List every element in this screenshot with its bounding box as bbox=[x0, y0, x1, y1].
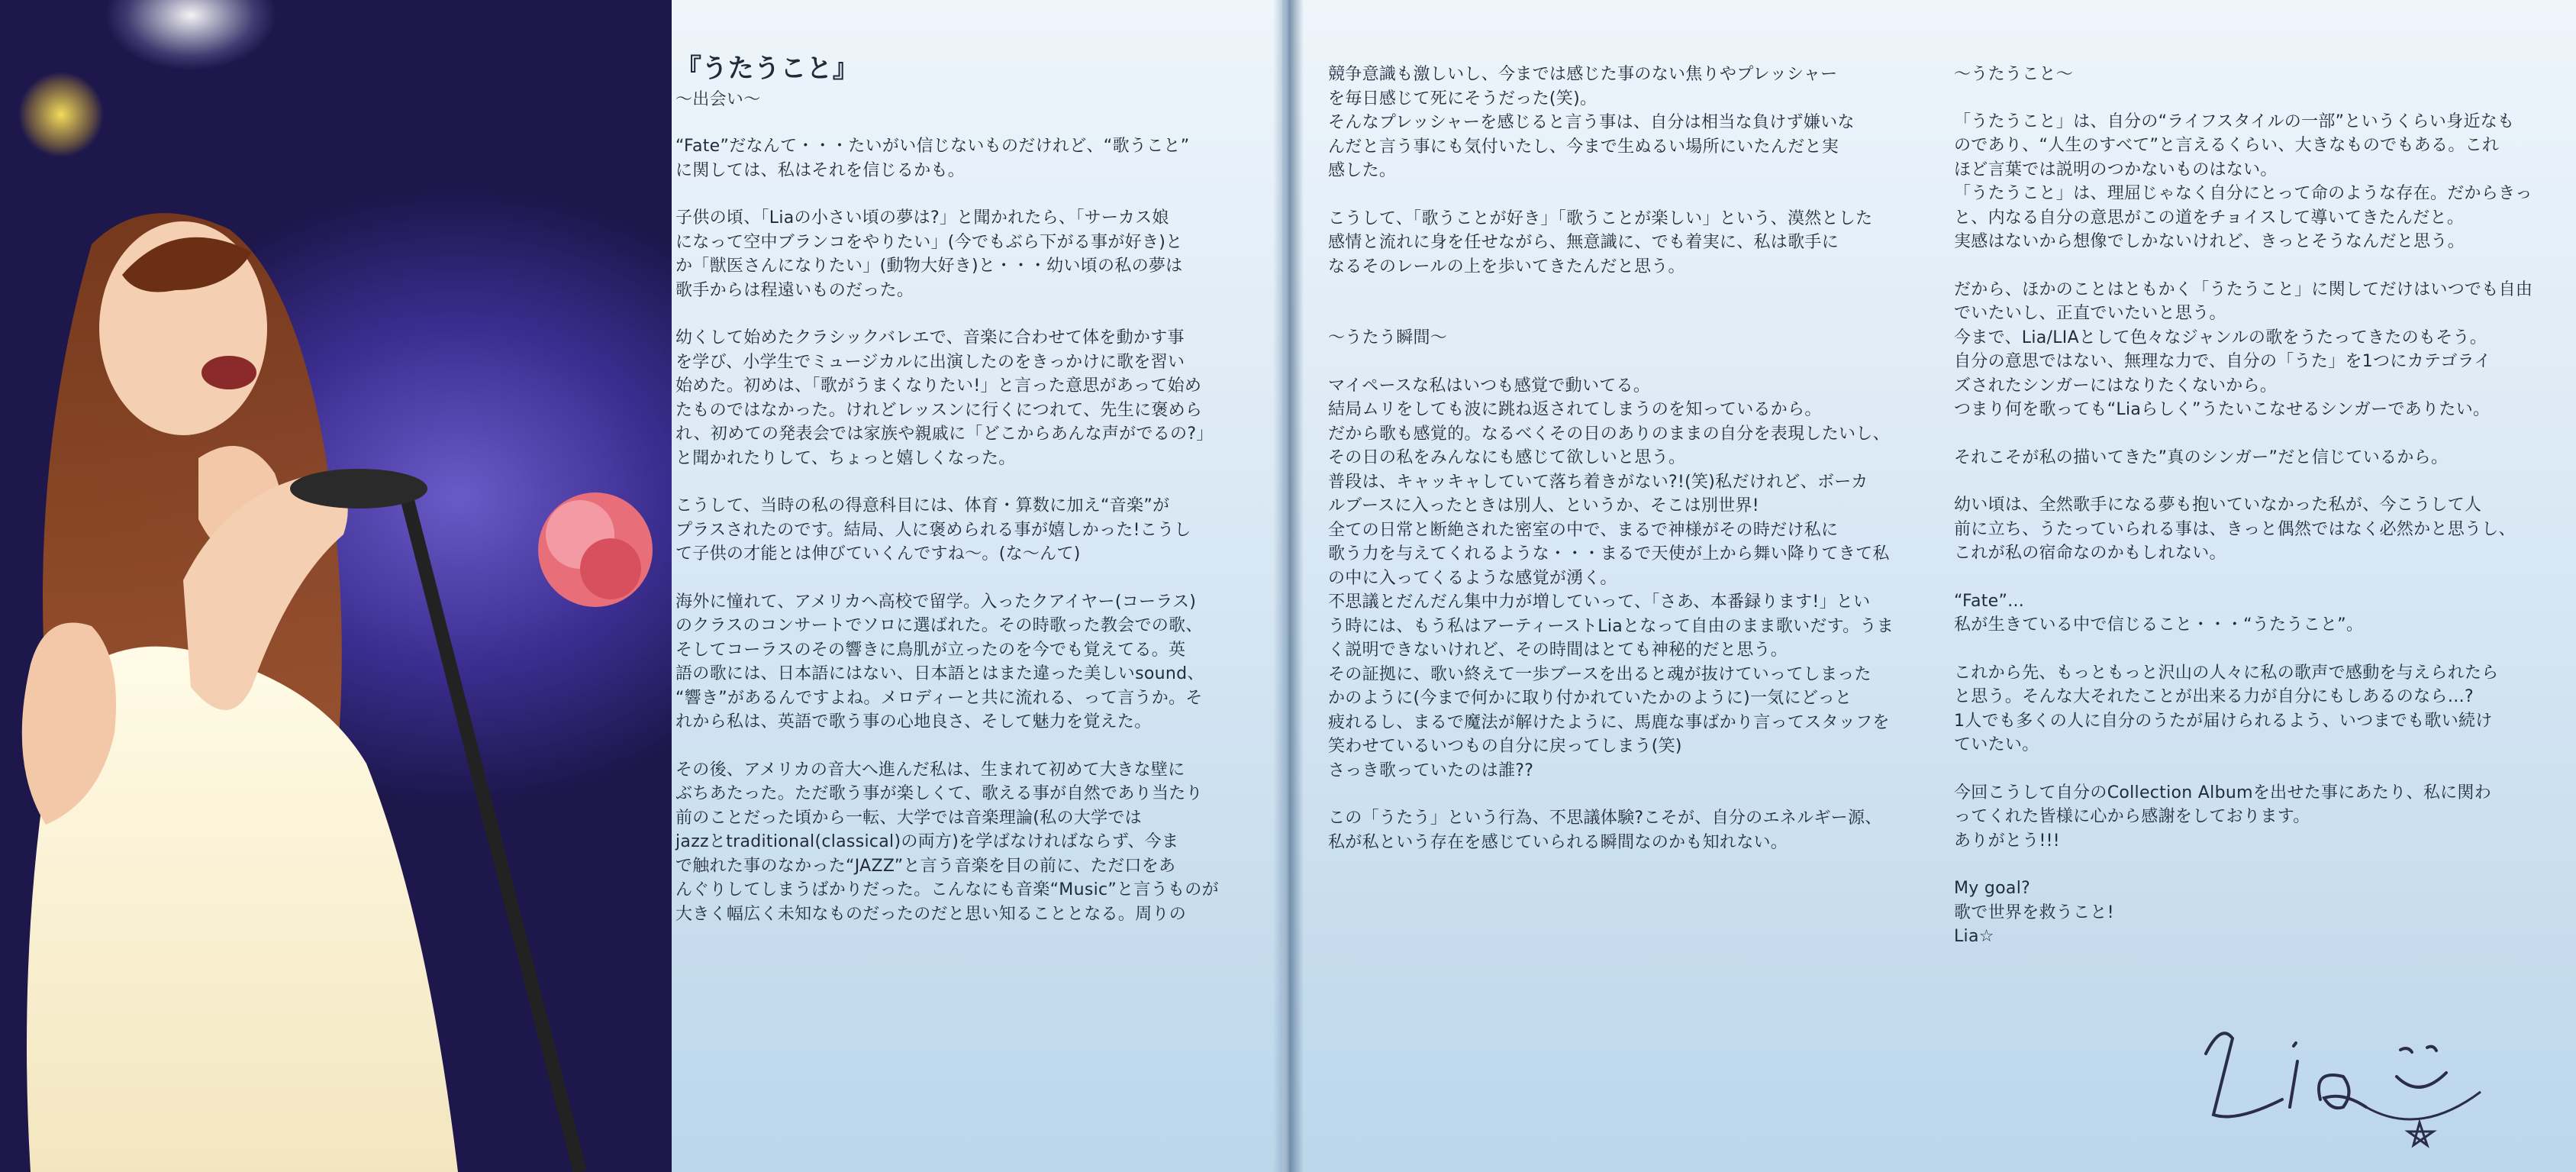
text-line: これが私の宿命なのかもしれない。 bbox=[1954, 544, 2226, 563]
right-text-column bbox=[1954, 63, 2533, 973]
text-line: う時には、もう私はアーティーストLiaとなって自由のまま歌いだす。うま bbox=[1328, 616, 1894, 636]
paragraph bbox=[1954, 278, 2533, 422]
text-line: ていたい。 bbox=[1954, 735, 2039, 754]
text-line: 語の歌には、日本語にはない、日本語とはまた違った美しいsound、 bbox=[675, 664, 1204, 683]
text-line: と、内なる自分の意思がこの道をチョイスして導いてきたんだと。 bbox=[1954, 208, 2465, 228]
text-line: ってくれた皆様に心から感謝をしております。 bbox=[1954, 807, 2310, 826]
text-line: 「うたうこと」は、自分の“ライフスタイルの一部”というくらい身近なも bbox=[1954, 111, 2515, 131]
paragraph bbox=[1328, 207, 1885, 279]
singer-illustration bbox=[0, 0, 672, 1172]
section-subtitle: 〜出会い〜 bbox=[675, 89, 761, 109]
text-line: こうして、当時の私の得意科目には、体育・算数に加え“音楽”が bbox=[675, 496, 1170, 515]
text-line: 不思議とだんだん集中力が増していって、「さあ、本番録ります!」とい bbox=[1328, 592, 1871, 612]
text-line: 感した。 bbox=[1328, 161, 1397, 180]
text-line: 全ての日常と断絶された密室の中で、まるで神様がその時だけ私に bbox=[1328, 520, 1839, 540]
text-line: jazzとtraditional(classical)の両方)を学ばなければならず、今ま bbox=[675, 832, 1179, 851]
text-line: Lia☆ bbox=[1954, 927, 1994, 946]
text-line: 今回こうして自分のCollection Albumを出せた事にあたり、私に関わ bbox=[1954, 783, 2492, 802]
text-line: 大きく幅広く未知なものだったのだと思い知ることとなる。周りの bbox=[675, 904, 1187, 924]
text-line: ありがとう!!! bbox=[1954, 831, 2060, 851]
text-line: かのように(今まで何かに取り付かれていたかのように)一気にどっと bbox=[1328, 689, 1852, 708]
paragraph bbox=[1954, 589, 2526, 638]
flower-corsage bbox=[538, 492, 653, 607]
text-line: れ、初めての発表会では家族や親戚に「どこからあんな声がでるの?」 bbox=[675, 425, 1214, 444]
text-line: と聞かれたりして、ちょっと嬉しくなった。 bbox=[675, 448, 1016, 468]
left-text-column bbox=[675, 53, 1263, 950]
text-line: れから私は、英語で歌う事の心地良さ、そして魅力を覚えた。 bbox=[675, 712, 1152, 731]
paragraph bbox=[675, 758, 1263, 927]
text-line: のクラスのコンサートでソロに選ばれた。その時歌った教会での歌、 bbox=[675, 616, 1203, 635]
text-line: こうして、「歌うことが好き」「歌うことが楽しい」という、漠然とした bbox=[1328, 208, 1873, 228]
text-line: の中に入ってくるような感覚が湧く。 bbox=[1328, 568, 1617, 588]
text-line: か「獣医さんになりたい」(動物大好き)と・・・幼い頃の私の夢は bbox=[675, 257, 1183, 276]
text-line: を学び、小学生でミュージカルに出演したのをきっかけに歌を習い bbox=[675, 352, 1185, 372]
text-line: ぶちあたった。ただ歌う事が楽しくて、歌える事が自然であり当たり bbox=[675, 784, 1203, 803]
text-line: プラスされたのです。結局、人に褒められる事が嬉しかった!こうし bbox=[675, 520, 1191, 540]
text-line: ルブースに入ったときは別人、というか、そこは別世界! bbox=[1328, 496, 1759, 515]
text-line: 今まで、Lia/LIAとして色々なジャンルの歌をうたってきたのもそう。 bbox=[1954, 328, 2487, 347]
text-line: になって空中ブランコをやりたい」(今でもぶら下がる事が好き)と bbox=[675, 232, 1183, 252]
text-line: んだと言う事にも気付いたし、今まで生ぬるい場所にいたんだと実 bbox=[1328, 137, 1839, 157]
text-line: く説明できないけれど、その時間はとても神秘的だと思う。 bbox=[1328, 641, 1788, 660]
text-line: て子供の才能とは伸びていくんですね〜。(な〜んて) bbox=[675, 544, 1081, 563]
text-line: 結局ムリをしても波に跳ね返されてしまうのを知っているから。 bbox=[1328, 400, 1822, 419]
text-line: 感情と流れに身を任せながら、無意識に、でも着実に、私は歌手に bbox=[1328, 233, 1839, 252]
book-spine bbox=[1273, 0, 1304, 1172]
signature-drawing bbox=[2191, 1008, 2496, 1161]
text-line: そしてコーラスのその響きに鳥肌が立ったのを今でも覚えてる。英 bbox=[675, 640, 1186, 660]
text-line: ほど言葉では説明のつかないものはない。 bbox=[1954, 160, 2278, 179]
paragraph bbox=[1954, 781, 2526, 854]
left-paragraphs bbox=[675, 134, 1263, 926]
text-line: My goal? bbox=[1954, 879, 2031, 898]
text-line: たものではなかった。けれどレッスンに行くにつれて、先生に褒めら bbox=[675, 400, 1203, 420]
text-line: ズされたシンガーにはなりたくないから。 bbox=[1954, 376, 2278, 396]
middle-paragraphs bbox=[1328, 63, 1885, 279]
paragraph bbox=[675, 134, 1263, 182]
paragraph bbox=[1954, 493, 2526, 566]
right-paragraphs bbox=[1954, 110, 2533, 949]
section-subtitle-2: 〜うたう瞬間〜 bbox=[1328, 328, 1448, 347]
text-line: “響き”があるんですよね。メロディーと共に流れる、って言うか。そ bbox=[675, 688, 1203, 708]
text-line: 歌手からは程遠いものだった。 bbox=[675, 280, 914, 300]
text-line: だから、ほかのことはともかく「うたうこと」に関してだけはいつでも自由 bbox=[1954, 279, 2533, 299]
text-line: を毎日感じて死にそうだった(笑)。 bbox=[1328, 89, 1598, 108]
text-line: 歌で世界を救うこと! bbox=[1954, 902, 2114, 922]
text-line: んぐりしてしまうばかりだった。こんなにも音楽“Music”と言うものが bbox=[675, 880, 1219, 899]
text-line: この「うたう」という行為、不思議体験?こそが、自分のエネルギー源、 bbox=[1328, 809, 1882, 828]
text-line: マイペースな私はいつも感覚で動いてる。 bbox=[1328, 376, 1651, 396]
text-line: と思う。そんな大それたことが出来る力が自分にもしあるのなら…? bbox=[1954, 687, 2474, 706]
text-line: 私が生きている中で信じること・・・“うたうこと”。 bbox=[1954, 615, 2364, 634]
text-line: なるそのレールの上を歩いてきたんだと思う。 bbox=[1328, 257, 1685, 276]
text-line: 競争意識も激しいし、今までは感じた事のない焦りやプレッシャー bbox=[1328, 65, 1838, 84]
text-line: 歌う力を与えてくれるような・・・まるで天使が上から舞い降りてきて私 bbox=[1328, 544, 1890, 563]
paragraph bbox=[675, 494, 1263, 567]
text-line: 1人でも多くの人に自分のうたが届けられるよう、いつまでも歌い続け bbox=[1954, 711, 2493, 731]
text-line: のであり、“人生のすべて”と言えるくらい、大きなものでもある。これ bbox=[1954, 136, 2500, 155]
middle-paragraphs-2 bbox=[1328, 374, 1894, 855]
text-line: そんなプレッシャーを感じると言う事は、自分は相当な負けず嫌いな bbox=[1328, 113, 1855, 132]
text-line: その証拠に、歌い終えて一歩ブースを出ると魂が抜けていってしまった bbox=[1328, 664, 1872, 684]
text-line: 自分の意思ではない、無理な力で、自分の「うた」を1つにカテゴライ bbox=[1954, 352, 2491, 371]
text-line: 前に立ち、うたっていられる事は、きっと偶然ではなく必然かと思うし、 bbox=[1954, 519, 2516, 539]
paragraph bbox=[675, 326, 1263, 470]
text-line: に関しては、私はそれを信じるかも。 bbox=[675, 160, 966, 180]
text-line: その日の私をみんなにも感じて欲しいと思う。 bbox=[1328, 448, 1686, 467]
text-line: “Fate”だなんて・・・たいがい信じないものだけれど、“歌うこと” bbox=[675, 137, 1190, 156]
text-line: “Fate”... bbox=[1954, 591, 2025, 611]
text-line: 疲れるし、まるで魔法が解けたように、馬鹿な事ばかり言ってスタッフを bbox=[1328, 712, 1890, 732]
text-line: だから歌も感覚的。なるべくその日のありのままの自分を表現したいし、 bbox=[1328, 424, 1890, 444]
text-line: で触れた事のなかった“JAZZ”と言う音楽を目の前に、ただ口をあ bbox=[675, 856, 1176, 876]
text-line: でいたいし、正直でいたいと思う。 bbox=[1954, 304, 2226, 323]
text-line: 実感はないから想像でしかないけれど、きっとそうなんだと思う。 bbox=[1954, 232, 2465, 251]
text-line: 私が私という存在を感じていられる瞬間なのかも知れない。 bbox=[1328, 832, 1788, 852]
text-line: 幼い頃は、全然歌手になる夢も抱いていなかった私が、今こうして人 bbox=[1954, 496, 2482, 515]
text-line: その後、アメリカの音大へ進んだ私は、生まれて初めて大きな壁に bbox=[675, 760, 1185, 780]
paragraph bbox=[1954, 877, 2526, 949]
paragraph bbox=[1954, 446, 2526, 470]
text-line: 海外に憧れて、アメリカへ高校で留学。入ったクアイヤー(コーラス) bbox=[675, 592, 1197, 612]
essay-title: 『うたうこと』 bbox=[675, 53, 859, 84]
text-line: これから先、もっともっと沢山の人々に私の歌声で感動を与えられたら bbox=[1954, 663, 2499, 683]
paragraph bbox=[1328, 63, 1885, 183]
section-subtitle-3: 〜うたうこと〜 bbox=[1954, 65, 2074, 84]
text-line: 始めた。初めは、「歌がうまくなりたい!」と言った意思があって始め bbox=[675, 376, 1202, 396]
signature-icon bbox=[2191, 1008, 2496, 1161]
middle-text-column bbox=[1328, 63, 1894, 878]
text-line: 幼くして始めたクラシックバレエで、音楽に合わせて体を動かす事 bbox=[675, 328, 1185, 347]
paragraph bbox=[1328, 806, 1885, 854]
text-line: それこそが私の描いてきた”真のシンガー”だと信じているから。 bbox=[1954, 447, 2449, 467]
paragraph bbox=[675, 206, 1263, 302]
paragraph bbox=[1954, 110, 2532, 254]
text-line: 「うたうこと」は、理屈じゃなく自分にとって命のような存在。だからきっ bbox=[1954, 184, 2532, 203]
paragraph bbox=[675, 590, 1263, 735]
text-line: つまり何を歌っても“Liaらしく”うたいこなせるシンガーでありたい。 bbox=[1954, 400, 2491, 419]
text-line: 前のことだった頃から一転、大学では音楽理論(私の大学では bbox=[675, 808, 1142, 828]
text-line: 普段は、キャッキャしていて落ち着きがない?!(笑)私だけれど、ボーカ bbox=[1328, 472, 1868, 492]
text-line: 笑わせているいつもの自分に戻ってしまう(笑) bbox=[1328, 737, 1682, 756]
singer-photo bbox=[0, 0, 672, 1172]
text-line: 子供の頃、「Liaの小さい頃の夢は?」と聞かれたら、「サーカス娘 bbox=[675, 208, 1169, 228]
text-line: さっき歌っていたのは誰?? bbox=[1328, 760, 1534, 780]
paragraph bbox=[1954, 661, 2526, 757]
paragraph bbox=[1328, 374, 1894, 783]
